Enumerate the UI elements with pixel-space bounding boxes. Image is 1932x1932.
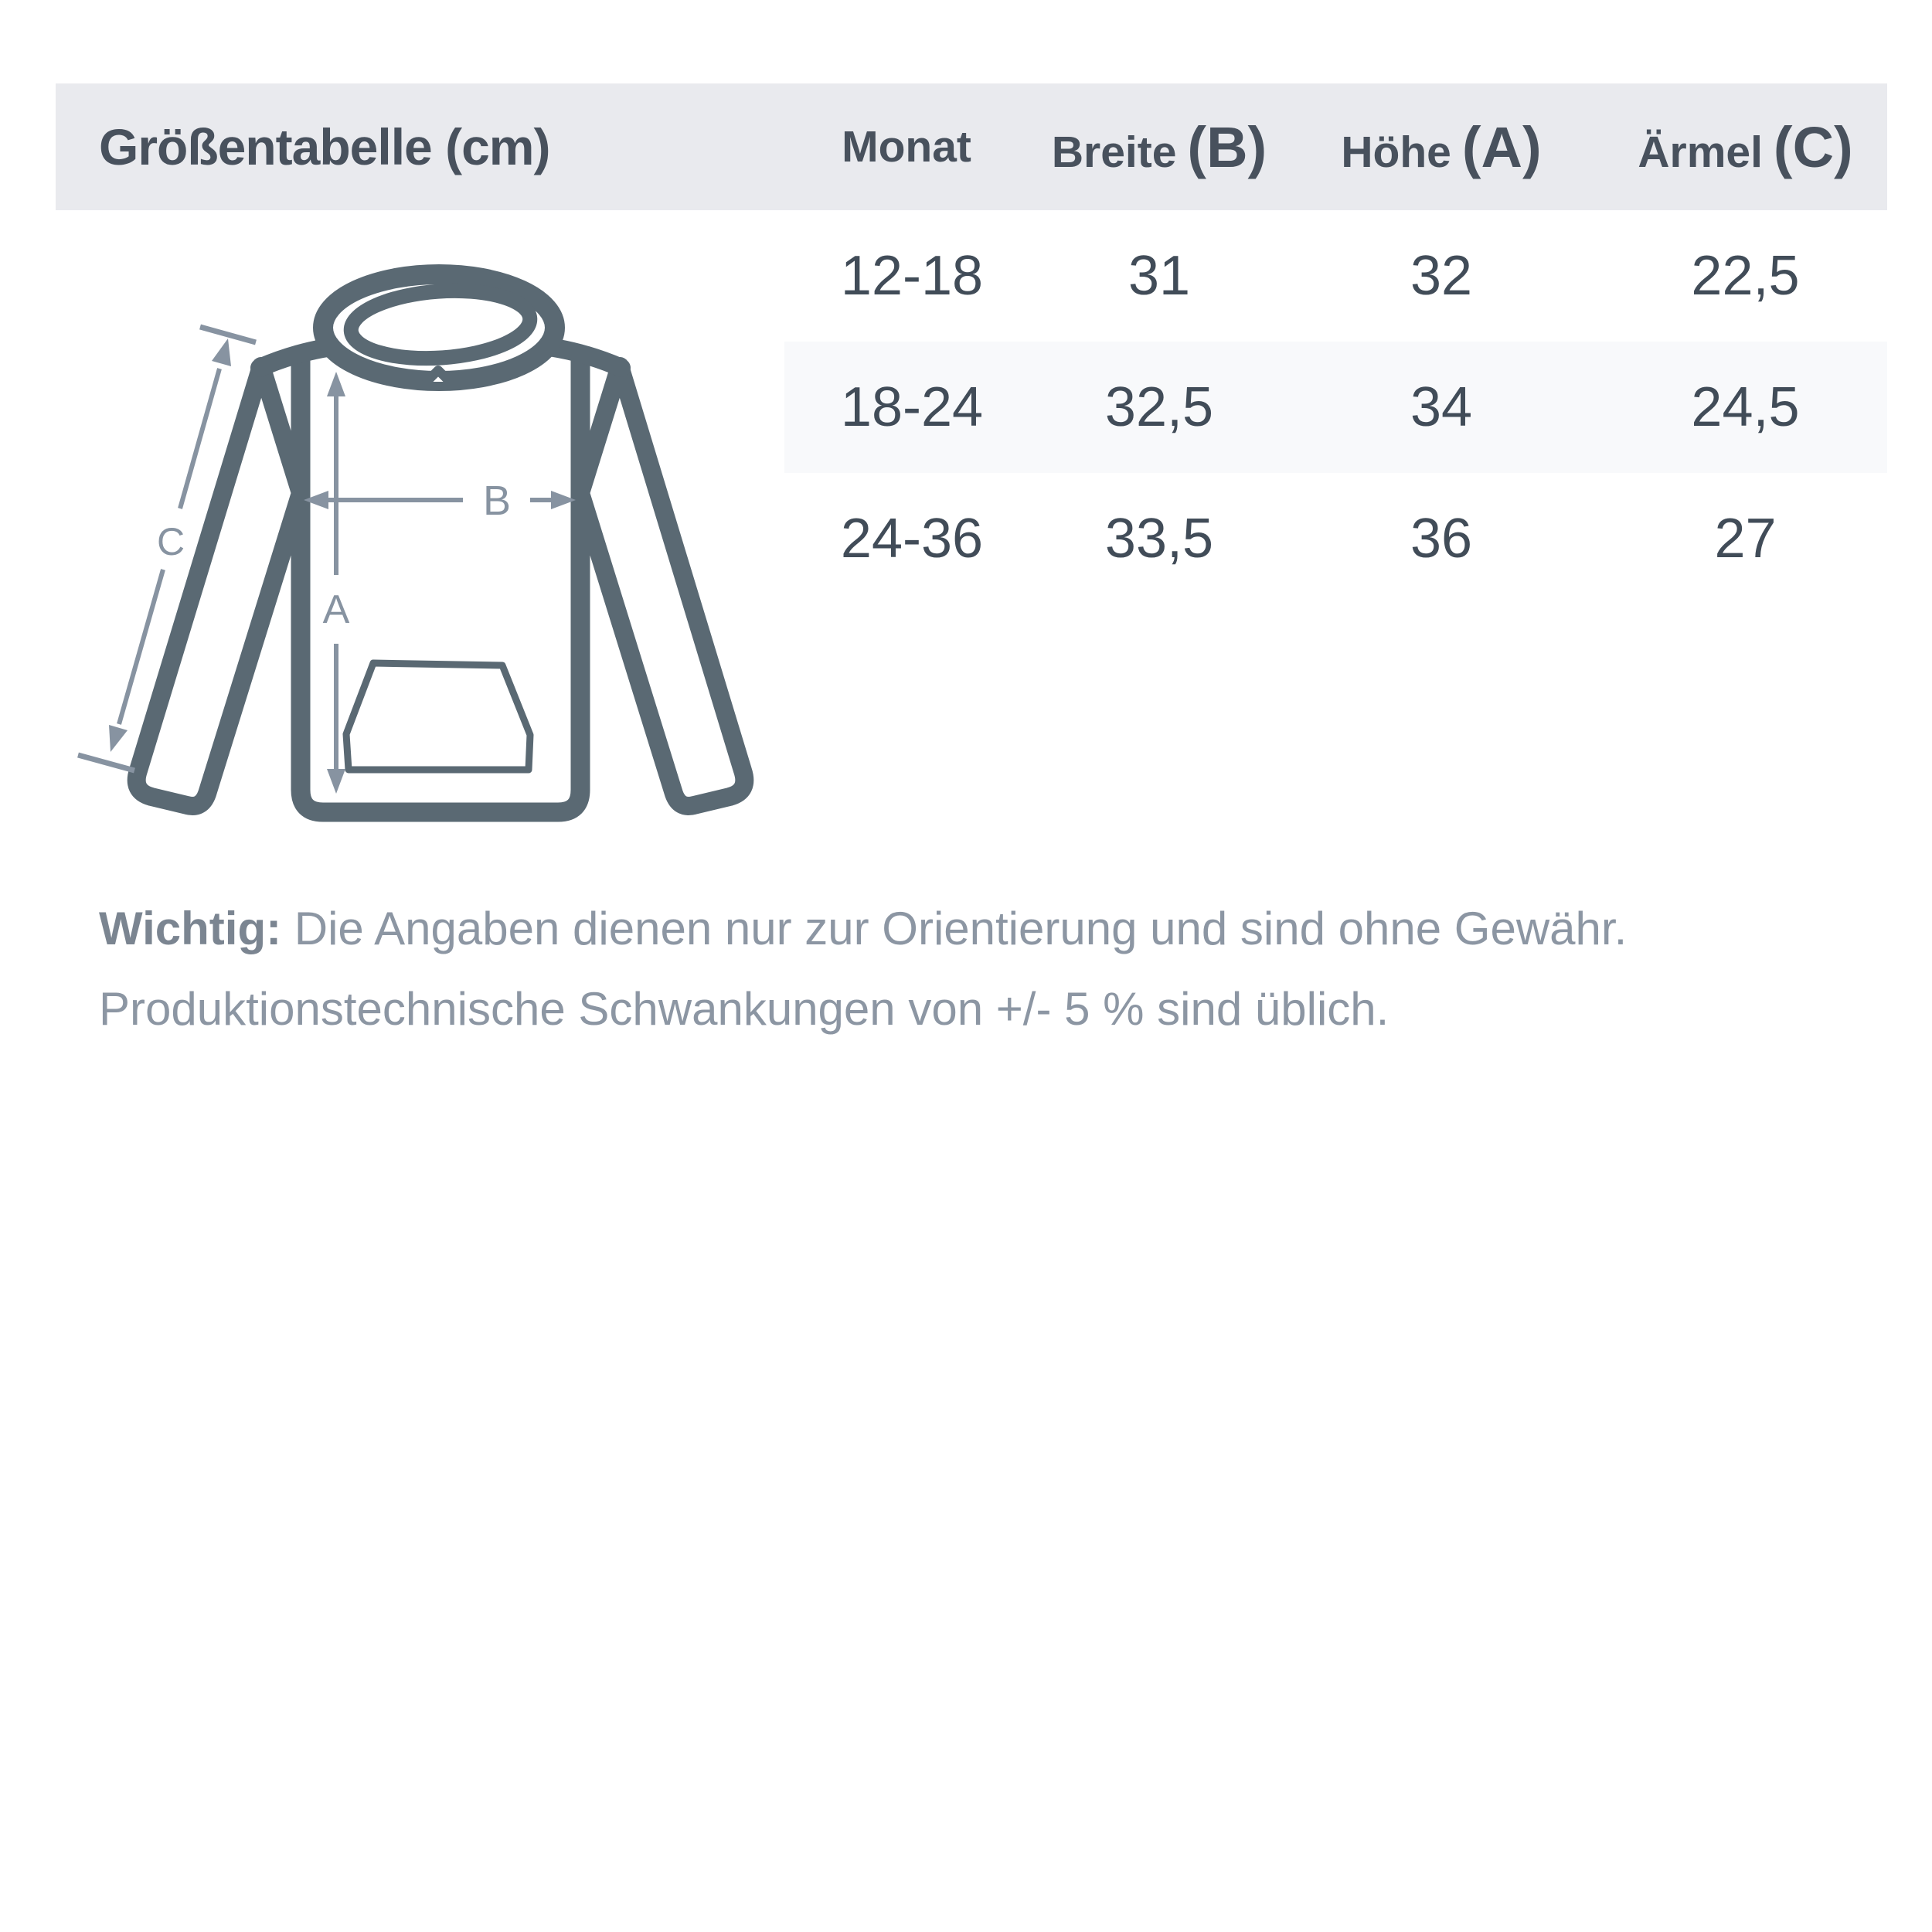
cell-monat: 24-36 (840, 508, 984, 570)
cell-monat: 12-18 (840, 245, 984, 307)
size-table (784, 210, 1887, 604)
footer-text-2: Produktionstechnische Schwankungen von +/- 5 % sind üblich. (99, 983, 1389, 1035)
column-label: Monat (842, 122, 971, 172)
cell-hoehe: 34 (1410, 376, 1473, 438)
cell-aermel: 24,5 (1691, 376, 1800, 438)
hoodie-pocket (346, 663, 530, 770)
hoodie-measurement-drawing (0, 0, 788, 866)
hoodie-sleeve-right (580, 366, 744, 806)
footer-text-1: Die Angaben dienen nur zur Orientierung und sind ohne Gewähr. (294, 903, 1628, 954)
cell-aermel: 22,5 (1691, 245, 1800, 307)
measure-label-b: B (482, 478, 512, 524)
hoodie-sleeve-left (137, 366, 301, 806)
cell-hoehe: 32 (1410, 245, 1473, 307)
column-header-aermel (1604, 83, 1887, 210)
cell-breite: 31 (1128, 245, 1191, 307)
column-letter: (A) (1461, 114, 1542, 179)
cell-hoehe: 36 (1410, 508, 1473, 570)
column-label: Ärmel (1638, 127, 1763, 177)
column-label: Höhe (1341, 127, 1451, 177)
column-letter: (C) (1773, 114, 1853, 179)
column-header-monat (784, 83, 1039, 210)
table-row (784, 342, 1887, 473)
column-letter: (B) (1187, 114, 1267, 179)
footer-note (99, 889, 1892, 1049)
column-header-breite (1039, 83, 1279, 210)
table-row (784, 473, 1887, 604)
cell-monat: 18-24 (840, 376, 984, 438)
column-label: Breite (1051, 127, 1177, 177)
cell-aermel: 27 (1714, 508, 1777, 570)
column-headers (784, 83, 1887, 210)
hoodie-hood-notch (427, 370, 450, 382)
footer-line-2 (99, 969, 1892, 1049)
cell-breite: 32,5 (1104, 376, 1214, 438)
footer-bold-prefix: Wichtig: (99, 903, 282, 954)
cell-breite: 33,5 (1104, 508, 1214, 570)
column-header-hoehe (1279, 83, 1604, 210)
measure-label-c: C (156, 520, 185, 563)
page-title: Größentabelle (cm) (99, 118, 550, 175)
table-row (784, 210, 1887, 342)
measure-label-a: A (322, 587, 350, 632)
hoodie-diagram (0, 0, 788, 866)
footer-line-1 (99, 889, 1892, 969)
measure-tick-bottom (78, 755, 134, 770)
